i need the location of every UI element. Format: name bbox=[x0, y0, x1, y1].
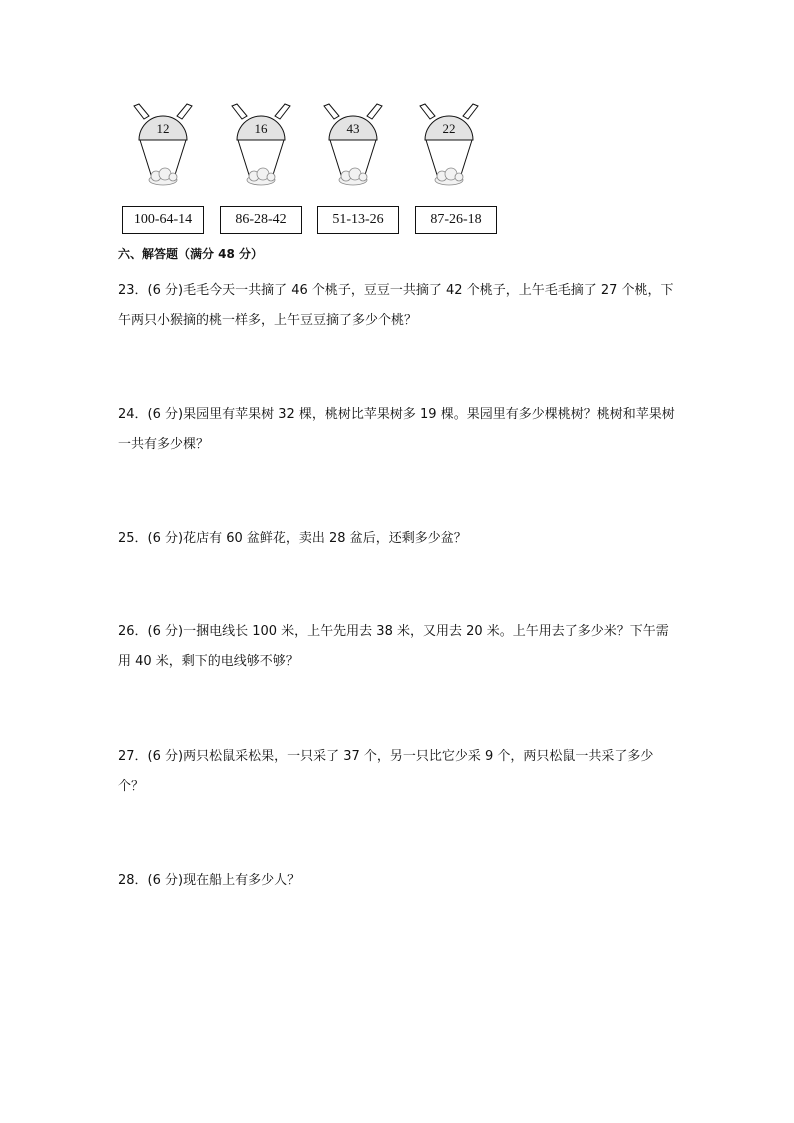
parachute-number: 16 bbox=[254, 121, 268, 136]
question-26: 26．(6 分)一捆电线长 100 米，上午先用去 38 米，又用去 20 米。上午用去了多少米？下午需用 40 米，剩下的电线够不够？ bbox=[118, 624, 669, 669]
expression-box-2: 86-28-42 bbox=[220, 206, 302, 234]
parachute-number: 43 bbox=[346, 121, 360, 136]
expression-box-3: 51-13-26 bbox=[317, 206, 399, 234]
parachute-figure-3 bbox=[318, 100, 388, 192]
parachute-figure-2 bbox=[226, 100, 296, 192]
question-24: 24．(6 分)果园里有苹果树 32 棵，桃树比苹果树多 19 棵。果园里有多少棵桃树？桃树和苹果树一共有多少棵？ bbox=[118, 407, 675, 452]
question-28: 28．(6 分)现在船上有多少人？ bbox=[118, 873, 301, 888]
parachute-icon bbox=[226, 100, 296, 192]
parachute-number: 12 bbox=[156, 121, 170, 136]
section-title: 六、解答题（满分 48 分） bbox=[118, 247, 264, 261]
parachute-number: 22 bbox=[442, 121, 456, 136]
question-23: 23．(6 分)毛毛今天一共摘了 46 个桃子，豆豆一共摘了 42 个桃子，上午毛毛摘了 27 个桃，下午两只小猴摘的桃一样多，上午豆豆摘了多少个桃？ bbox=[118, 283, 674, 328]
parachute-icon bbox=[128, 100, 198, 192]
parachute-figure-4 bbox=[414, 100, 484, 192]
expression-box-4: 87-26-18 bbox=[415, 206, 497, 234]
parachute-icon bbox=[318, 100, 388, 192]
expression-box-1: 100-64-14 bbox=[122, 206, 204, 234]
parachute-figure-1 bbox=[128, 100, 198, 192]
question-25: 25．(6 分)花店有 60 盆鲜花，卖出 28 盆后，还剩多少盆？ bbox=[118, 531, 467, 546]
parachute-icon bbox=[414, 100, 484, 192]
question-27: 27．(6 分)两只松鼠采松果，一只采了 37 个，另一只比它少采 9 个，两只松鼠一共采了多少个？ bbox=[118, 749, 654, 794]
